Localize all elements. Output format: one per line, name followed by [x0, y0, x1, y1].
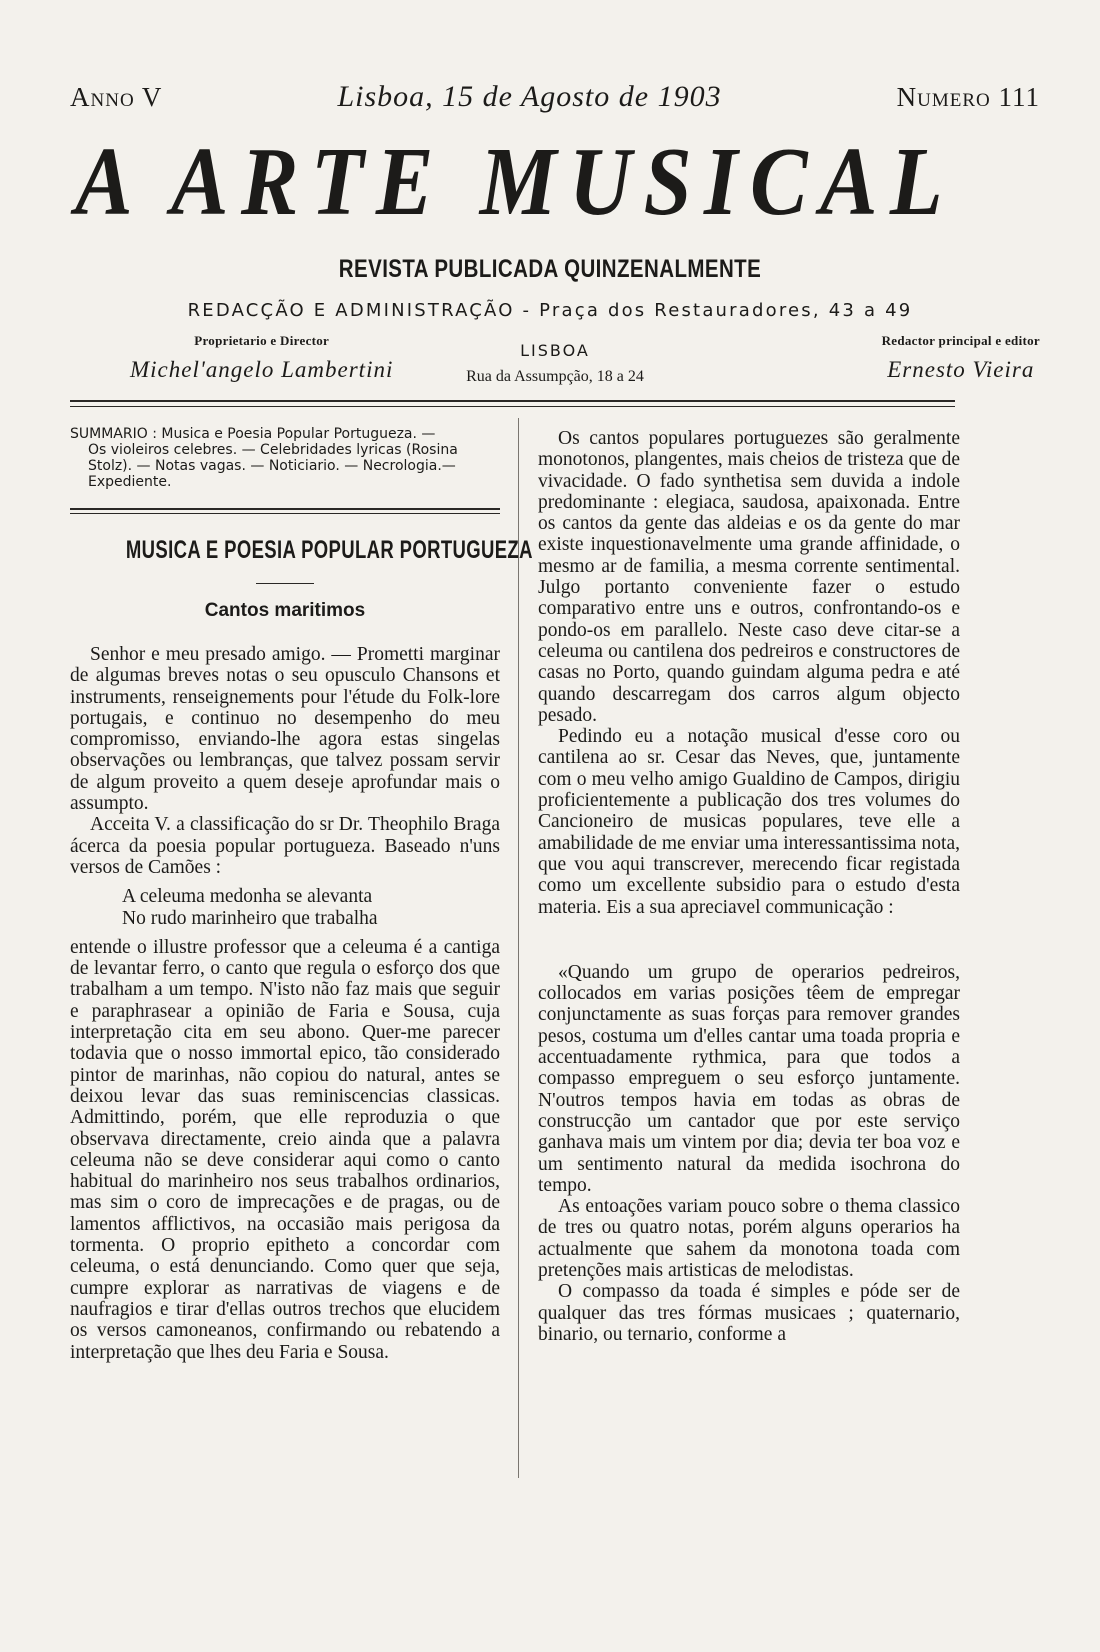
- article-title: MUSICA E POESIA POPULAR PORTUGUEZA: [125, 536, 533, 564]
- verse-line: No rudo marinheiro que trabalha: [122, 907, 378, 929]
- article-body-left: [70, 644, 500, 1363]
- column-divider: [518, 418, 519, 1478]
- summary-line: Os violeiros celebres. — Celebridades lyricas (Rosina: [88, 442, 458, 458]
- paragraph: As entoações variam pouco sobre o thema classico de tres ou quatro notas, porém alguns operarios ha actualmente que sahem da monotona toada com pretenções mais artisticas de melodistas.: [538, 1196, 960, 1281]
- credit-right: [882, 333, 1040, 383]
- summary-line: Expediente.: [88, 474, 172, 490]
- header-rule: [70, 400, 955, 402]
- verse-line: A celeuma medonha se alevanta: [122, 886, 373, 908]
- left-column: [70, 426, 533, 1363]
- header-rule-thin: [70, 406, 955, 407]
- svg-text:A ARTE MUSICAL: A ARTE MUSICAL: [69, 128, 956, 236]
- subtitle: REVISTA PUBLICADA QUINZENALMENTE: [338, 255, 762, 283]
- paragraph: «Quando um grupo de operarios pedreiros, collocados em varias posições têem de empregar conjunctamente as suas forças para remover grandes pesos, costuma um d'elles cantar uma toada propria e accentuadamente rythmica, para que todos a compasso empreguem o seu esforço juntamente. N'outros tempos havia em todas as obras de construcção um cantador que por este serviço ganhava mais um vintem por dia; devia ter boa voz e um sentimento natural da medida isochrona do tempo.: [538, 961, 960, 1196]
- city-label: LISBOA: [520, 341, 590, 360]
- print-address: Rua da Assumpção, 18 a 24: [466, 368, 644, 385]
- credits-block: [70, 333, 1040, 393]
- issue-number: Numero 111: [896, 82, 1040, 112]
- paragraph: Acceita V. a classificação do sr Dr. Theophilo Braga ácerca da poesia popular portugueza. Baseado n'uns versos de Camões :: [70, 814, 500, 878]
- section-title: Cantos maritimos: [204, 600, 366, 621]
- summary-rule-thin: [70, 513, 500, 514]
- masthead-title: [70, 128, 960, 238]
- paragraph: Os cantos populares portuguezes são geralmente monotonos, plangentes, mais cheios de tristeza que de vivacidade. O fado synthetisa sem duvida a indole predominante : elegiaca, saudosa, apaixonada. Entre os cantos da gente das aldeias e os da gente do mar existe inquestionavelmente uma grande affinidade, o mesmo ar de familia, a mesma corrente sentimental. Julgo portanto conveniente fazer o estudo comparativo entre uns e outros, confrontando-os e pondo-os em parallelo. Neste caso deve citar-se a celeuma ou cantilena dos pedreiros e constructores de casas no Porto, quando guindam alguma pedra e até quando descarregam dos carros algum objecto pesado.: [538, 428, 960, 726]
- paragraph: Senhor e meu presado amigo. — Prometti marginar de algumas breves notas o seu opusculo Chansons et instruments, renseignements pour l'étude du Folk-lore portugais, e continuo no desempenho do meu compromisso, enviando-lhe agora estas singelas observações ou lembranças, que talvez possam servir de algum proveito a quem deseje aprofundar mais o assumpto.: [70, 644, 500, 815]
- summary-line: Stolz). — Notas vagas. — Noticiario. — Necrologia.—: [88, 458, 456, 474]
- paragraph: Pedindo eu a notação musical d'esse coro ou cantilena ao sr. Cesar das Neves, que, juntamente com o meu velho amigo Gualdino de Campos, dirigiu proficientemente a publicação dos tres volumes do Cancioneiro de musicas populares, teve elle a amabilidade de me enviar uma interessantissima nota, que vou aqui transcrever, merecendo ficar registada como um excellente subsidio para o estudo d'esta materia. Eis a sua apreciavel communicação :: [538, 726, 960, 918]
- director-name: Michel'angelo Lambertini: [130, 357, 394, 382]
- summary-rule: [70, 508, 500, 510]
- volume-label: Anno V: [70, 82, 163, 112]
- title-rule: [256, 583, 314, 584]
- header-line: [70, 80, 1040, 114]
- director-role: Proprietario e Director: [194, 333, 330, 348]
- summary-block: [70, 426, 500, 490]
- right-column: [538, 428, 960, 1345]
- editorial-address: REDACÇÃO E ADMINISTRAÇÃO - Praça dos Restauradores, 43 a 49: [187, 300, 913, 321]
- paragraph: O compasso da toada é simples e póde ser de qualquer das tres fórmas musicaes ; quaternario, binario, ou ternario, conforme a: [538, 1281, 960, 1345]
- issue-date: Lisboa, 15 de Agosto de 1903: [337, 80, 722, 113]
- paragraph: entende o illustre professor que a celeuma é a cantiga de levantar ferro, o canto que regula o esforço dos que trabalham a um tempo. N'isto não faz mais que seguir e paraphrasear a opinião de Faria e Sousa, cuja interpretação cita em seu abono. Quer-me parecer todavia que o nosso immortal epico, tão considerado pintor de marinhas, não copiou do natural, antes se deixou levar das suas reminiscencias classicas. Admittindo, porém, que elle reproduzia o que observava directamente, creio ainda que a palavra celeuma não se deve considerar aqui como o canto habitual do marinheiro nos seus trabalhos ordinarios, mas sim o coro de imprecações e de pragas, ou de lamentos afflictivos, na occasião mais perigosa da tormenta. O proprio epitheto a concordar com celeuma, o está denunciando. Como quer que seja, cumpre explorar as narrativas de viagens e de naufragios e tirar d'ellas outros trechos que elucidem os versos camoneanos, confirmando ou rebatendo a interpretação que lhes deu Faria e Sousa.: [70, 936, 500, 1363]
- summary-line: SUMMARIO : Musica e Poesia Popular Portugueza. —: [70, 426, 436, 442]
- editor-role: Redactor principal e editor: [881, 333, 1040, 348]
- credit-left: [130, 333, 393, 383]
- editor-name: Ernesto Vieira: [887, 357, 1035, 382]
- article-body-right: [538, 428, 960, 1345]
- masthead-lettering: [70, 128, 960, 238]
